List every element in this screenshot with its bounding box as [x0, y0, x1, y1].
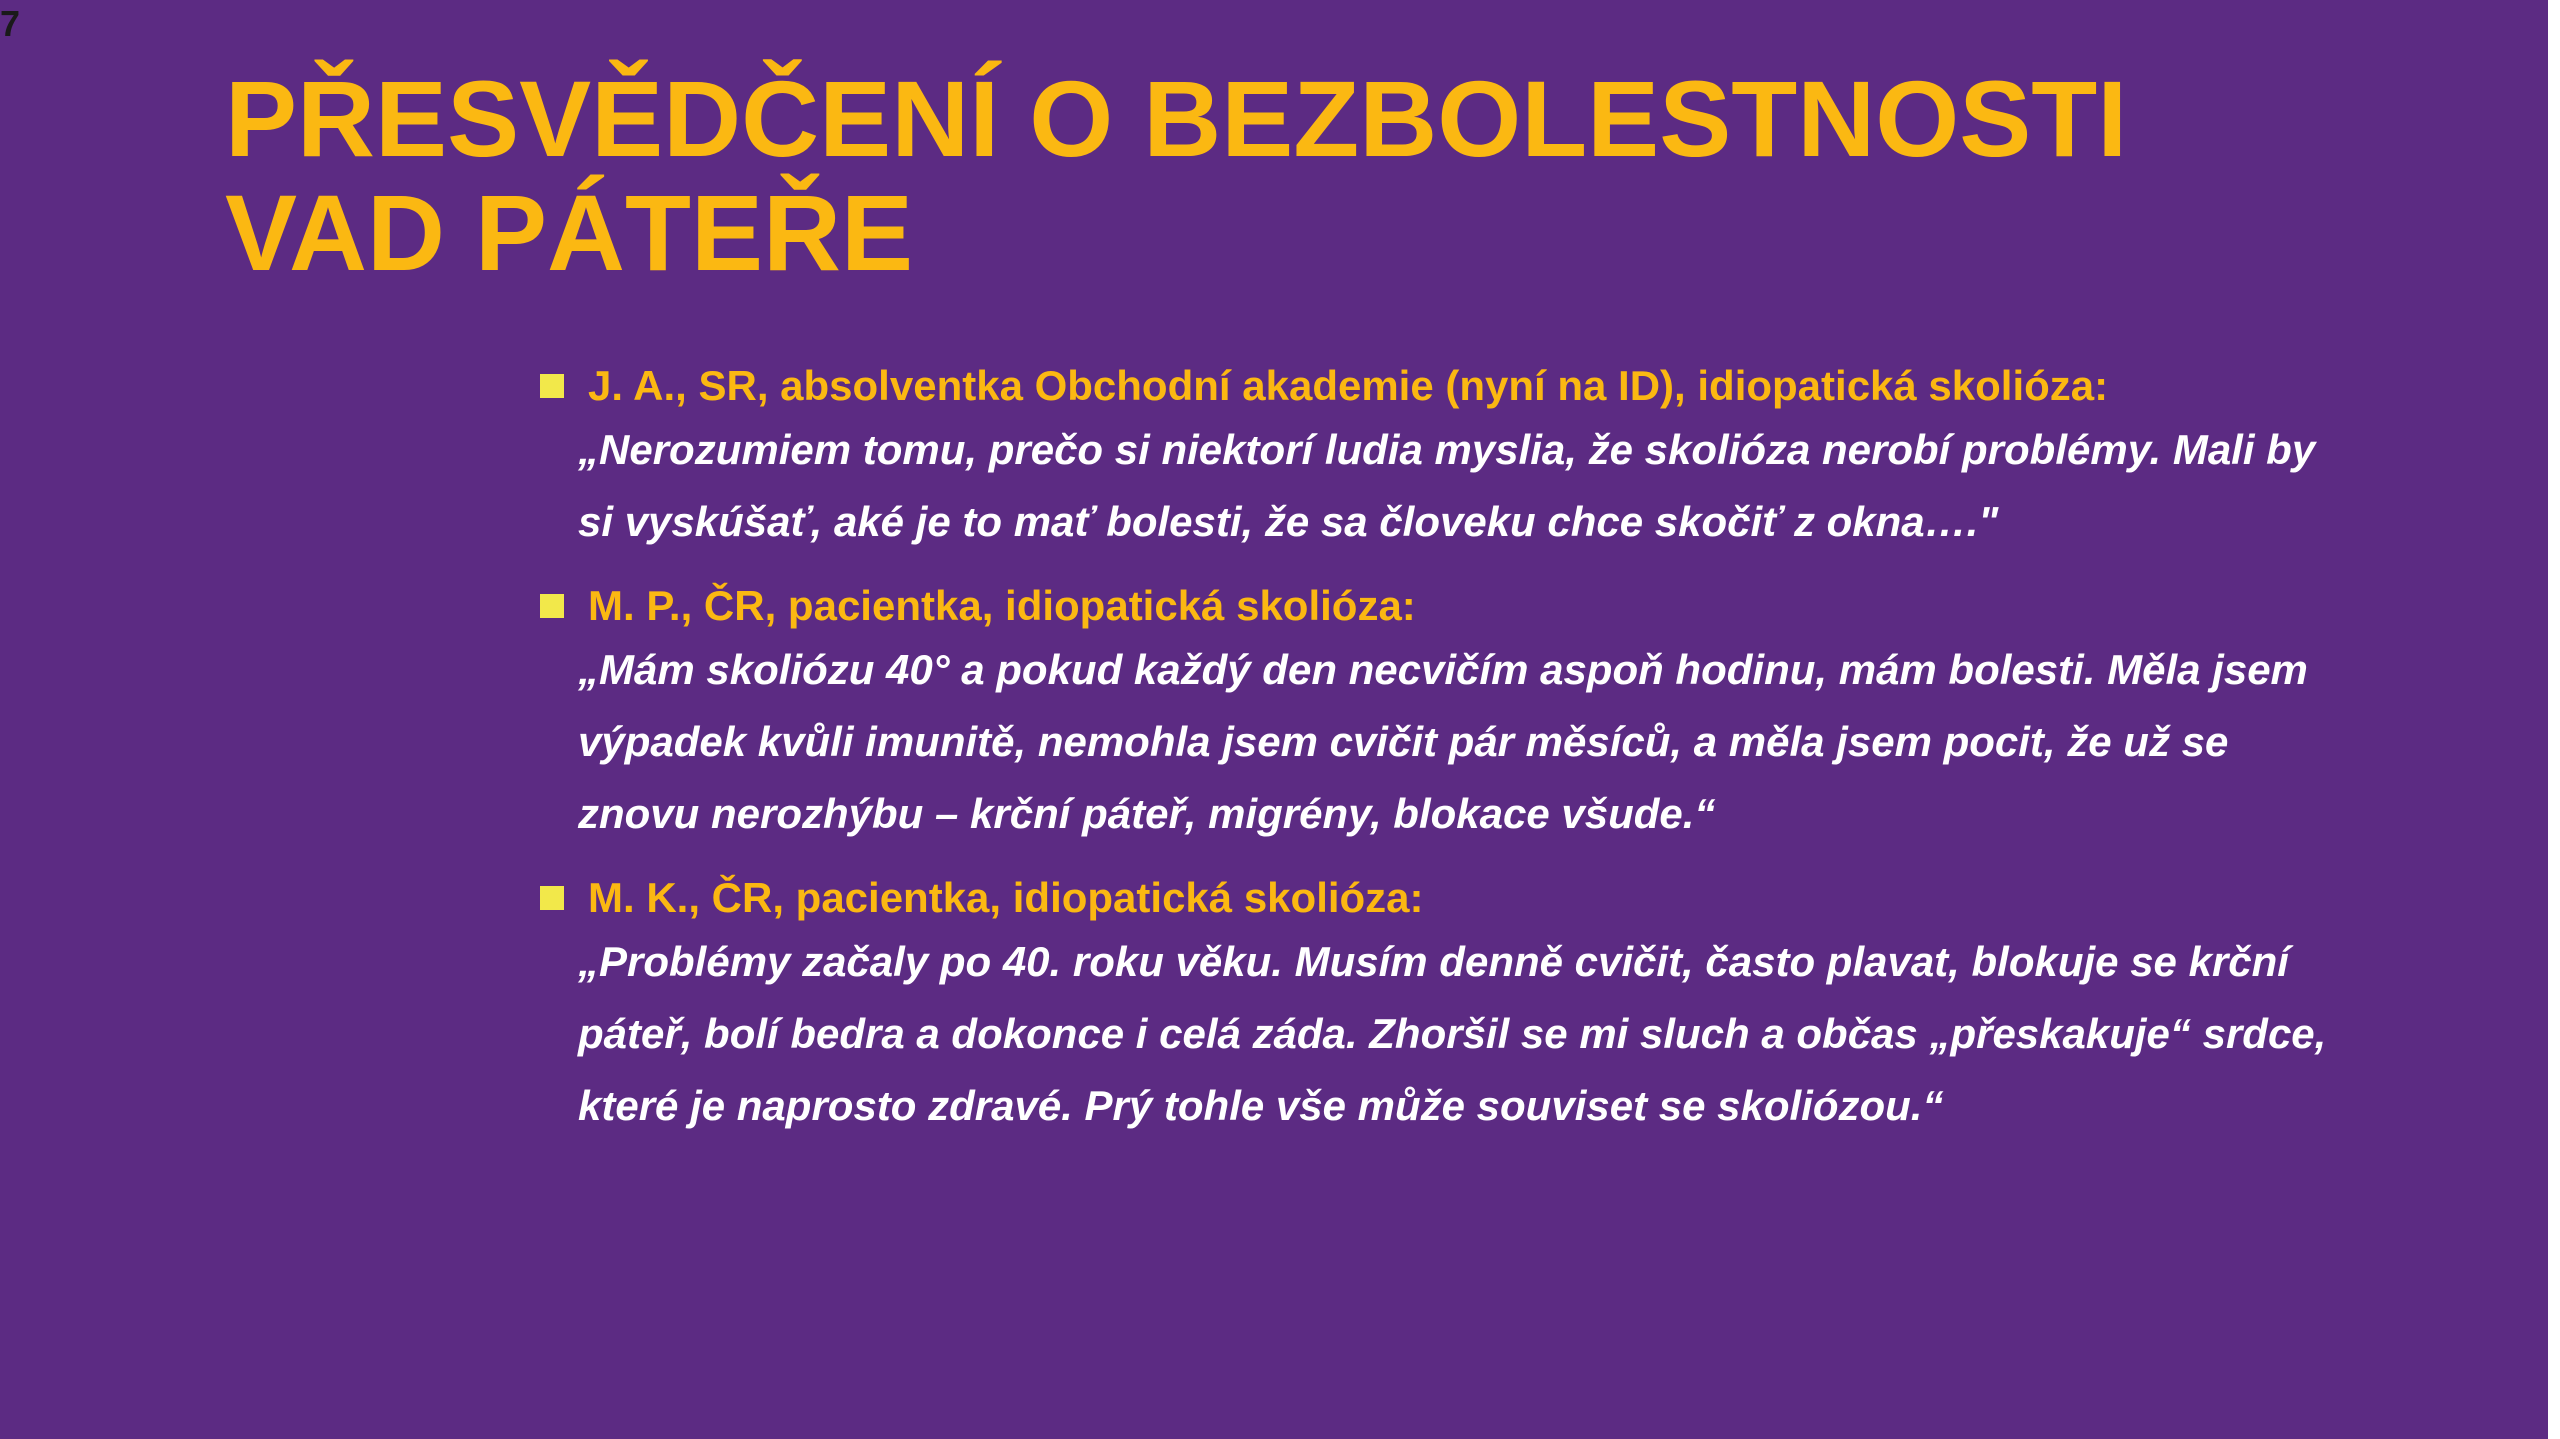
- window-edge: [2548, 0, 2560, 1439]
- quote: [578, 634, 2360, 850]
- quote-line: „Nerozumiem tomu, prečo si niektorí ludia myslia, že skolióza nerobí problémy. Mali by: [578, 426, 2316, 473]
- slide-number: 7: [0, 3, 21, 44]
- slide-title: [225, 58, 2425, 293]
- quote-line: páteř, bolí bedra a dokonce i celá záda. Zhoršil se mi sluch a občas „přeskakuje“ srdce,: [578, 1010, 2327, 1057]
- square-bullet-icon: [540, 886, 564, 910]
- quote-line: „Problémy začaly po 40. roku věku. Musím denně cvičit, často plavat, blokuje se krční: [578, 938, 2289, 985]
- slide-title-line-1: PŘESVĚDČENÍ O BEZBOLESTNOSTI: [225, 58, 2128, 179]
- list-item-heading: M. P., ČR, pacientka, idiopatická skolióza:: [588, 582, 1416, 629]
- list-item: [540, 578, 2360, 850]
- quote-line: které je naprosto zdravé. Prý tohle vše může souviset se skoliózou.“: [578, 1082, 1944, 1129]
- slide-title-line-2: VAD PÁTEŘE: [225, 172, 914, 293]
- quote: [578, 414, 2360, 558]
- list-item-heading: J. A., SR, absolventka Obchodní akademie (nyní na ID), idiopatická skolióza:: [588, 362, 2109, 409]
- list-item-heading: M. K., ČR, pacientka, idiopatická skolióza:: [588, 874, 1424, 921]
- quote-line: „Mám skoliózu 40° a pokud každý den necvičím aspoň hodinu, mám bolesti. Měla jsem: [578, 646, 2308, 693]
- quote-line: si vyskúšať, aké je to mať bolesti, že sa človeku chce skočiť z okna….": [578, 498, 1999, 545]
- bullet-list: [540, 358, 2360, 1162]
- list-item-header: [540, 358, 2360, 414]
- list-item: [540, 358, 2360, 558]
- quote-line: výpadek kvůli imunitě, nemohla jsem cvičit pár měsíců, a měla jsem pocit, že už se: [578, 718, 2229, 765]
- quote-line: znovu nerozhýbu – krční páteř, migrény, blokace všude.“: [578, 790, 1716, 837]
- square-bullet-icon: [540, 594, 564, 618]
- quote: [578, 926, 2360, 1142]
- square-bullet-icon: [540, 374, 564, 398]
- list-item-header: [540, 578, 2360, 634]
- list-item: [540, 870, 2360, 1142]
- list-item-header: [540, 870, 2360, 926]
